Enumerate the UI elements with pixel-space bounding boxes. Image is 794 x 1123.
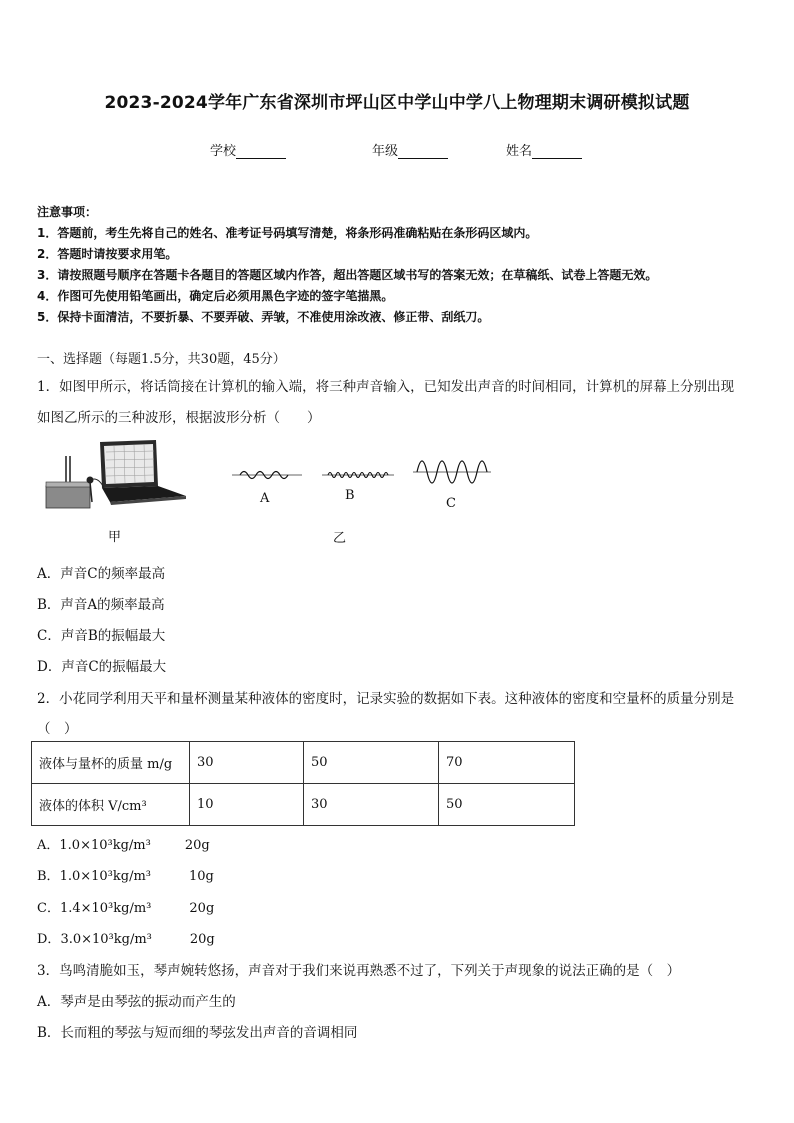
grade-blank[interactable] — [398, 145, 448, 159]
q1-option-b[interactable]: B．声音A的频率最高 — [37, 597, 165, 613]
q1-option-c[interactable]: C．声音B的振幅最大 — [37, 628, 166, 644]
notice-item: 1．答题前，考生先将自己的姓名、准考证号码填写清楚，将条形码准确粘贴在条形码区域内。 — [37, 226, 538, 240]
wave-a-graph — [232, 450, 302, 490]
q3-option-a[interactable]: A．琴声是由琴弦的振动而产生的 — [37, 994, 236, 1010]
q1-option-d[interactable]: D．声音C的振幅最大 — [37, 659, 167, 675]
table-cell: 70 — [439, 742, 575, 784]
name-label: 姓名 — [506, 144, 533, 159]
q3-stem: 3．鸟鸣清脆如玉，琴声婉转悠扬，声音对于我们来说再熟悉不过了，下列关于声现象的说法正确的是（ ） — [37, 963, 681, 979]
wave-a-label: A — [260, 491, 270, 506]
fig-yi-label: 乙 — [333, 531, 347, 546]
school-blank[interactable] — [236, 145, 286, 159]
notice-item: 5．保持卡面清洁，不要折暴、不要弄破、弄皱，不准使用涂改液、修正带、刮纸刀。 — [37, 310, 490, 324]
q1-stem-line2: 如图乙所示的三种波形，根据波形分析（ ） — [37, 410, 321, 426]
q1-option-a[interactable]: A．声音C的频率最高 — [37, 566, 166, 582]
grade-label: 年级 — [372, 144, 399, 159]
wave-b-label: B — [345, 488, 355, 503]
table-cell: 30 — [304, 784, 439, 826]
q2-stem-line1: 2．小花同学利用天平和量杯测量某种液体的密度时，记录实验的数据如下表。这种液体的密度和空量杯的质量分别是 — [37, 691, 735, 707]
wave-c-label: C — [446, 496, 456, 511]
wave-c-graph — [413, 448, 491, 496]
q2-option-c[interactable]: C．1.4×10³kg/m³ 20g — [37, 901, 215, 916]
q1-stem-line1: 1．如图甲所示，将话筒接在计算机的输入端，将三种声音输入，已知发出声音的时间相同，计算机的屏幕上分别出现 — [37, 379, 735, 395]
school-label: 学校 — [210, 144, 237, 159]
q2-stem-line2: （ ） — [37, 721, 78, 737]
q3-option-b[interactable]: B．长而粗的琴弦与短而细的琴弦发出声音的音调相同 — [37, 1025, 358, 1041]
q2-option-d[interactable]: D．3.0×10³kg/m³ 20g — [37, 932, 215, 947]
name-blank[interactable] — [532, 145, 582, 159]
table-cell: 50 — [304, 742, 439, 784]
notice-heading: 注意事项： — [37, 205, 98, 219]
q2-data-table — [31, 741, 575, 826]
fig-jia-illustration — [40, 436, 190, 516]
table-cell: 30 — [190, 742, 304, 784]
section-heading: 一、选择题（每题1.5分，共30题，45分） — [37, 352, 286, 367]
q2-option-b[interactable]: B．1.0×10³kg/m³ 10g — [37, 869, 214, 884]
table-row — [32, 784, 575, 826]
wave-b-graph — [322, 450, 394, 490]
notice-item: 4．作图可先使用铅笔画出，确定后必须用黑色字迹的签字笔描黑。 — [37, 289, 394, 303]
page-title: 2023-2024学年广东省深圳市坪山区中学山中学八上物理期末调研模拟试题 — [104, 93, 690, 113]
table-cell: 液体的体积 V/cm³ — [32, 784, 190, 826]
notice-item: 2．答题时请按要求用笔。 — [37, 247, 178, 261]
table-row — [32, 742, 575, 784]
fig-jia-label: 甲 — [108, 530, 122, 545]
notice-item: 3．请按照题号顺序在答题卡各题目的答题区域内作答，超出答题区域书写的答案无效；在草稿纸、试卷上答题无效。 — [37, 268, 658, 282]
table-cell: 10 — [190, 784, 304, 826]
resonance-box — [46, 486, 90, 508]
table-cell: 50 — [439, 784, 575, 826]
laptop-screen — [104, 444, 154, 484]
table-cell: 液体与量杯的质量 m/g — [32, 742, 190, 784]
q2-option-a[interactable]: A．1.0×10³kg/m³ 20g — [37, 838, 210, 853]
